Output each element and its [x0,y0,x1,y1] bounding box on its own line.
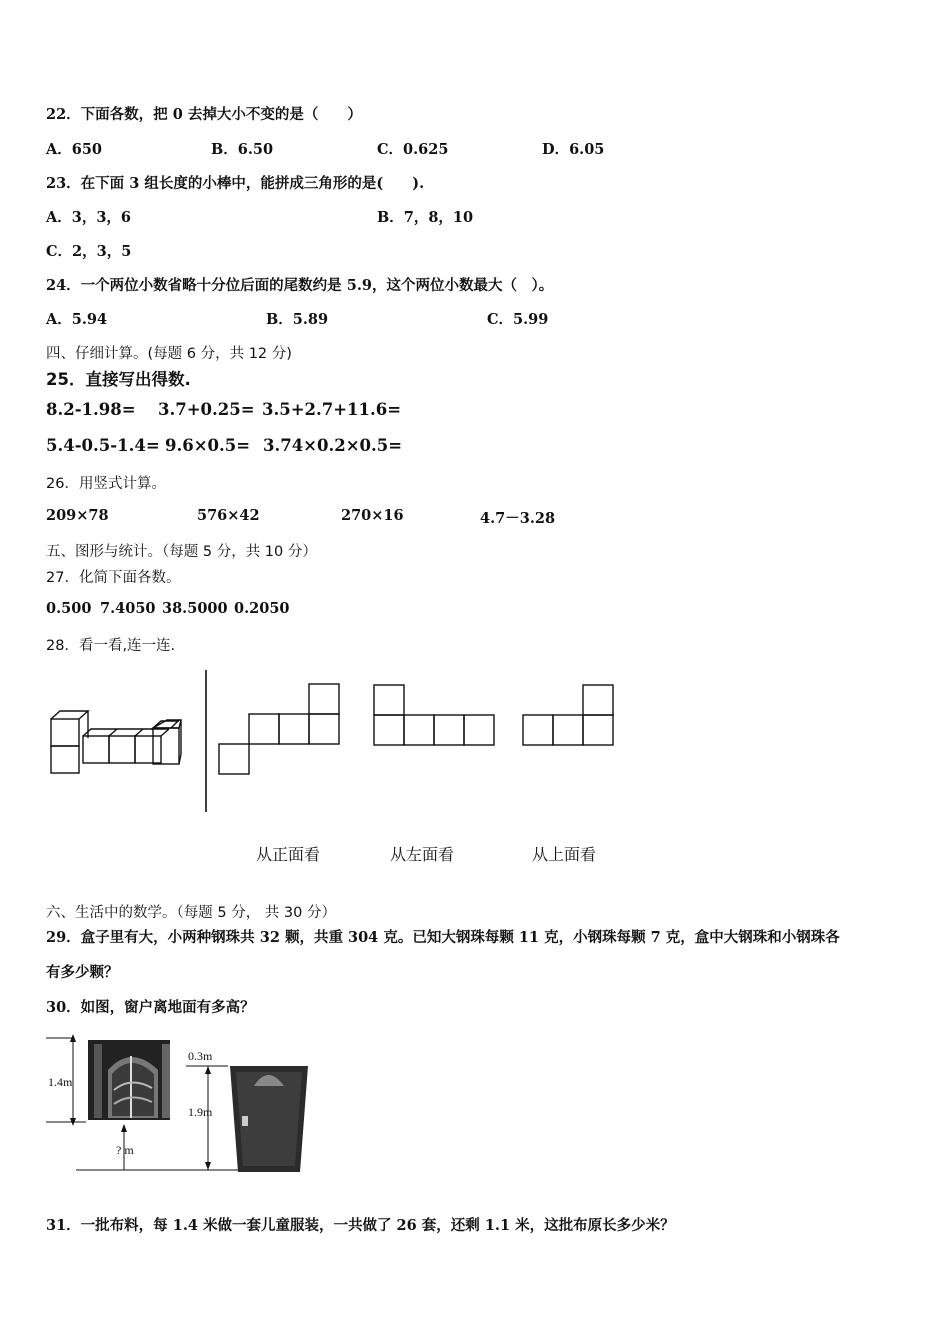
label-left-view: 从左面看 [390,845,455,864]
q25-item: 9.6×0.5= [165,436,251,455]
view-shape-3 [523,685,613,745]
q27-item: 7.4050 [100,600,156,617]
view-shape-1 [219,684,339,774]
q23-option-b: B．7，8，10 [377,209,474,226]
section-5-heading: 五、图形与统计。（每题 5 分，共 10 分） [46,544,317,560]
cube-solid-drawing [51,711,181,773]
q26-stem: 26．用竖式计算。 [46,476,166,492]
cabinet-image [230,1066,308,1172]
q22-option-c: C．0.625 [377,141,449,158]
q22-stem: 22．下面各数，把 0 去掉大小不变的是（ ） [46,106,362,123]
q24-stem: 24．一个两位小数省略十分位后面的尾数约是 5.9，这个两位小数最大（ ）。 [46,277,554,294]
q25-item: 3.5+2.7+11.6= [262,400,402,419]
label-unknown-m: ? m [116,1143,134,1157]
q22-option-a: A．650 [46,141,103,158]
q26-item: 4.7－3.28 [480,510,556,527]
q26-item: 270×16 [341,507,404,524]
q31-stem: 31．一批布料，每 1.4 米做一套儿童服装，一共做了 26 套，还剩 1.1 米，这批布原长多少米？ [46,1217,675,1234]
q29-line1: 29．盒子里有大，小两种钢珠共 32 颗，共重 304 克。已知大钢珠每颗 11 克，小钢珠每颗 7 克，盒中大钢珠和小钢珠各 [46,929,840,946]
q24-option-c: C．5.99 [487,311,549,328]
q27-item: 38.5000 [162,600,228,617]
q27-item: 0.500 [46,600,92,617]
q27-stem: 27．化简下面各数。 [46,570,181,586]
q26-item: 576×42 [197,507,260,524]
window-image [88,1040,170,1120]
q27-item: 0.2050 [234,600,290,617]
q22-option-d: D．6.05 [542,141,605,158]
q30-stem: 30．如图，窗户离地面有多高？ [46,999,255,1016]
label-0-3m: 0.3m [188,1049,213,1063]
q30-figure [46,1030,316,1180]
q25-item: 3.7+0.25= [158,400,255,419]
q25-item: 5.4-0.5-1.4= [46,436,160,455]
q28-stem: 28．看一看,连一连. [46,638,176,654]
q29-line2: 有多少颗？ [46,964,119,981]
q23-option-a: A．3，3，6 [46,209,132,226]
q23-stem: 23．在下面 3 组长度的小棒中，能拼成三角形的是( ). [46,175,425,192]
q24-option-a: A．5.94 [46,311,108,328]
q25-stem: 25．直接写出得数. [46,370,191,389]
q23-option-c: C．2，3，5 [46,243,132,260]
section-6-heading: 六、生活中的数学。（每题 5 分， 共 30 分） [46,905,336,921]
q25-item: 3.74×0.2×0.5= [263,436,403,455]
label-top-view: 从上面看 [532,845,597,864]
q26-item: 209×78 [46,507,109,524]
label-1-9m: 1.9m [188,1105,213,1119]
q22-option-b: B．6.50 [211,141,274,158]
section-4-heading: 四、仔细计算。(每题 6 分，共 12 分) [46,346,292,362]
q25-item: 8.2-1.98= [46,400,136,419]
label-front-view: 从正面看 [256,845,321,864]
label-1-4m: 1.4m [48,1075,73,1089]
q28-figure [40,665,640,825]
q24-option-b: B．5.89 [266,311,329,328]
view-shape-2 [374,685,494,745]
